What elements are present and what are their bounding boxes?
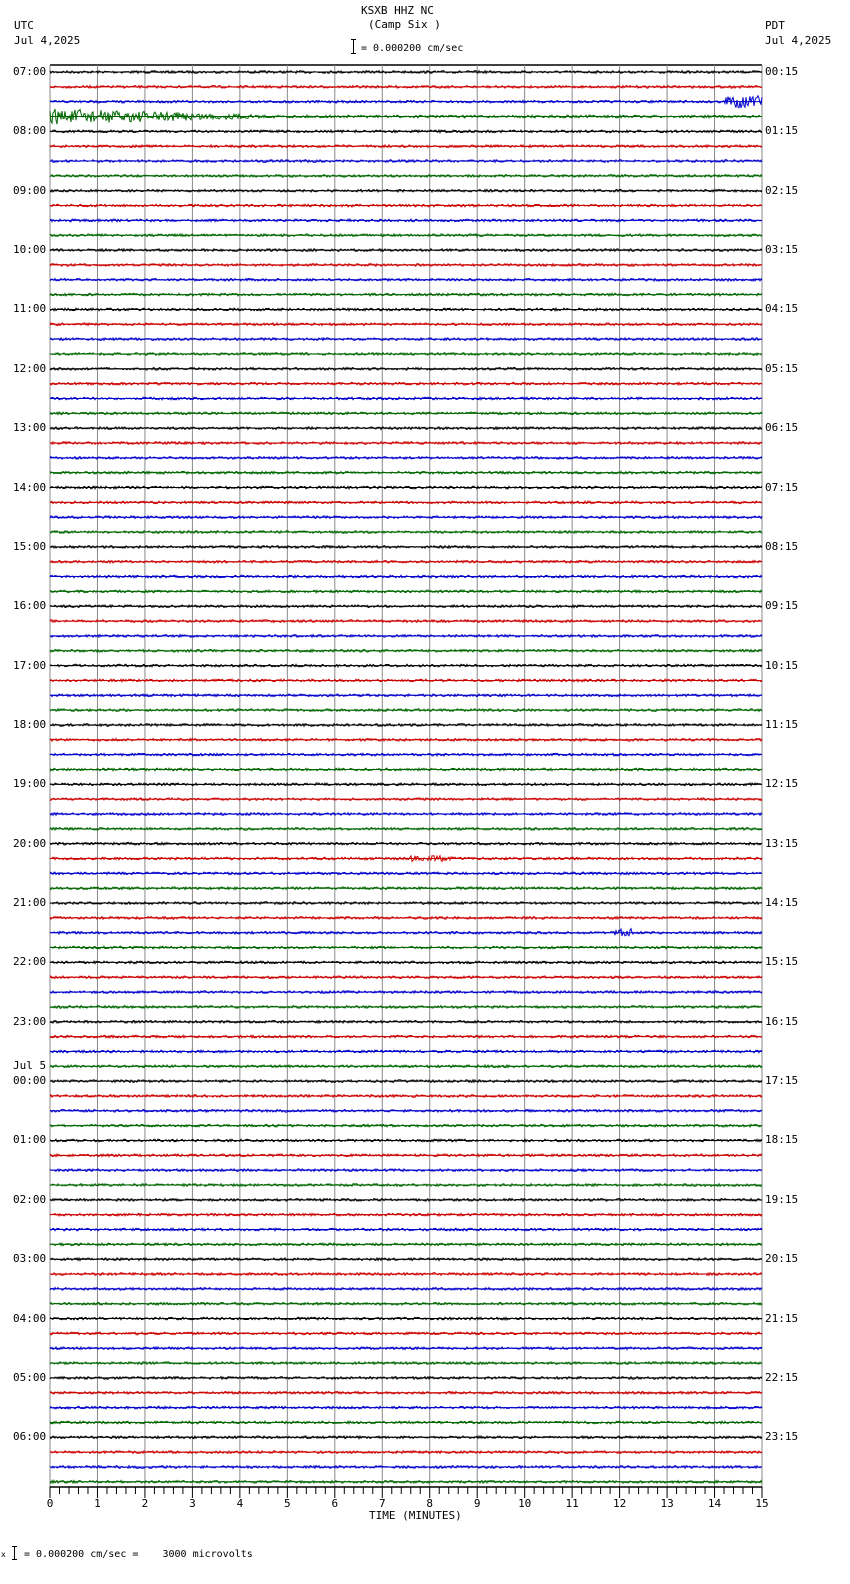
seismic-trace (50, 929, 762, 936)
x-tick-label: 10 (518, 1497, 532, 1510)
left-timezone: UTC (14, 19, 34, 32)
seismic-trace (50, 71, 762, 74)
pdt-hour-label: 05:15 (765, 361, 799, 375)
pdt-hour-label: 19:15 (765, 1192, 799, 1206)
right-timezone: PDT (765, 19, 785, 32)
pdt-hour-label: 23:15 (765, 1430, 799, 1444)
utc-hour-label: 19:00 (13, 777, 47, 791)
seismic-trace (50, 234, 762, 237)
pdt-hour-label: 07:15 (765, 480, 799, 494)
x-tick-label: 14 (707, 1497, 722, 1510)
seismic-trace (50, 264, 762, 267)
seismic-trace (50, 1332, 762, 1335)
pdt-hour-label: 17:15 (765, 1074, 799, 1088)
seismic-trace (50, 1139, 762, 1142)
seismic-trace (50, 96, 762, 108)
pdt-hour-label: 14:15 (765, 896, 799, 910)
utc-hour-label: 15:00 (13, 539, 47, 553)
pdt-hour-label: 00:15 (765, 65, 799, 78)
x-tick-label: 6 (331, 1497, 339, 1510)
pdt-hour-label: 01:15 (765, 124, 799, 138)
left-date: Jul 4,2025 (14, 34, 81, 47)
pdt-hour-label: 10:15 (765, 658, 799, 672)
seismic-trace (50, 739, 762, 742)
x-tick-label: 12 (613, 1497, 627, 1510)
x-tick-label: 7 (378, 1497, 386, 1510)
x-tick-label: 0 (46, 1497, 54, 1510)
utc-hour-label: 02:00 (13, 1192, 47, 1206)
x-tick-label: 2 (141, 1497, 149, 1510)
seismic-trace (50, 961, 762, 964)
pdt-hour-label: 13:15 (765, 836, 799, 850)
seismic-trace (50, 976, 762, 979)
x-tick-label: 13 (660, 1497, 674, 1510)
utc-hour-label: 10:00 (13, 243, 47, 257)
pdt-hour-label: 21:15 (765, 1311, 799, 1325)
utc-hour-label: 05:00 (13, 1370, 47, 1384)
pdt-hour-label: 08:15 (765, 539, 799, 553)
seismic-trace (50, 353, 762, 356)
x-tick-label: 9 (473, 1497, 481, 1510)
seismic-trace (50, 679, 762, 682)
pdt-hour-label: 11:15 (765, 717, 799, 731)
pdt-hour-label: 15:15 (765, 955, 799, 969)
utc-hour-label: 03:00 (13, 1252, 47, 1266)
utc-hour-label: 21:00 (13, 896, 47, 910)
seismic-trace (50, 279, 762, 282)
pdt-hour-label: 04:15 (765, 302, 799, 316)
utc-hour-label: 08:00 (13, 124, 47, 138)
pdt-hour-label: 06:15 (765, 421, 799, 435)
utc-hour-label: 09:00 (13, 183, 47, 197)
footer-scale-note: = 0.000200 cm/sec = 3000 microvolts (24, 1549, 253, 1560)
seismic-trace (50, 856, 762, 862)
seismic-trace (50, 308, 762, 311)
pdt-hour-label: 09:15 (765, 599, 799, 613)
x-tick-label: 4 (236, 1497, 244, 1510)
scale-label: = 0.000200 cm/sec (361, 43, 464, 54)
footer-marker: x (1, 1550, 6, 1559)
pdt-hour-label: 02:15 (765, 183, 799, 197)
date-change-label: Jul 5 (13, 1059, 47, 1073)
footer-scale-bar-icon (12, 1546, 17, 1560)
utc-hour-label: 20:00 (13, 836, 47, 850)
seismic-trace (50, 109, 762, 124)
x-tick-label: 15 (755, 1497, 769, 1510)
pdt-hour-label: 03:15 (765, 243, 799, 257)
utc-hour-label: 01:00 (13, 1133, 47, 1147)
utc-hour-label: 12:00 (13, 361, 47, 375)
seismic-trace (50, 991, 762, 994)
seismic-trace (50, 323, 762, 326)
seismic-trace (50, 575, 762, 578)
x-axis-title: TIME (MINUTES) (369, 1509, 462, 1522)
pdt-hour-label: 20:15 (765, 1252, 799, 1266)
pdt-hour-label: 16:15 (765, 1014, 799, 1028)
pdt-hour-label: 12:15 (765, 777, 799, 791)
utc-hour-label: 18:00 (13, 717, 47, 731)
utc-hour-label: 23:00 (13, 1014, 47, 1028)
utc-hour-label: 22:00 (13, 955, 47, 969)
utc-hour-label: 04:00 (13, 1311, 47, 1325)
seismic-trace (50, 1095, 762, 1098)
x-tick-label: 5 (284, 1497, 291, 1510)
seismic-trace (50, 887, 762, 890)
utc-hour-label: 00:00 (13, 1074, 47, 1088)
x-tick-label: 11 (565, 1497, 579, 1510)
utc-hour-label: 11:00 (13, 302, 47, 316)
seismic-trace (50, 1481, 762, 1484)
right-date: Jul 4,2025 (765, 34, 832, 47)
location-title: (Camp Six ) (368, 18, 441, 31)
utc-hour-label: 13:00 (13, 421, 47, 435)
seismic-trace (50, 1347, 762, 1350)
seismic-trace (50, 1110, 762, 1113)
station-title: KSXB HHZ NC (361, 4, 434, 17)
seismic-trace (50, 130, 762, 133)
x-tick-label: 3 (189, 1497, 196, 1510)
x-tick-label: 1 (94, 1497, 101, 1510)
utc-hour-label: 06:00 (13, 1430, 47, 1444)
pdt-hour-label: 18:15 (765, 1133, 799, 1147)
x-tick-label: 8 (426, 1497, 434, 1510)
pdt-hour-label: 22:15 (765, 1370, 799, 1384)
utc-hour-label: 07:00 (13, 65, 47, 78)
utc-hour-label: 14:00 (13, 480, 47, 494)
utc-hour-label: 16:00 (13, 599, 47, 613)
seismic-trace (50, 813, 762, 816)
utc-hour-label: 17:00 (13, 658, 47, 672)
